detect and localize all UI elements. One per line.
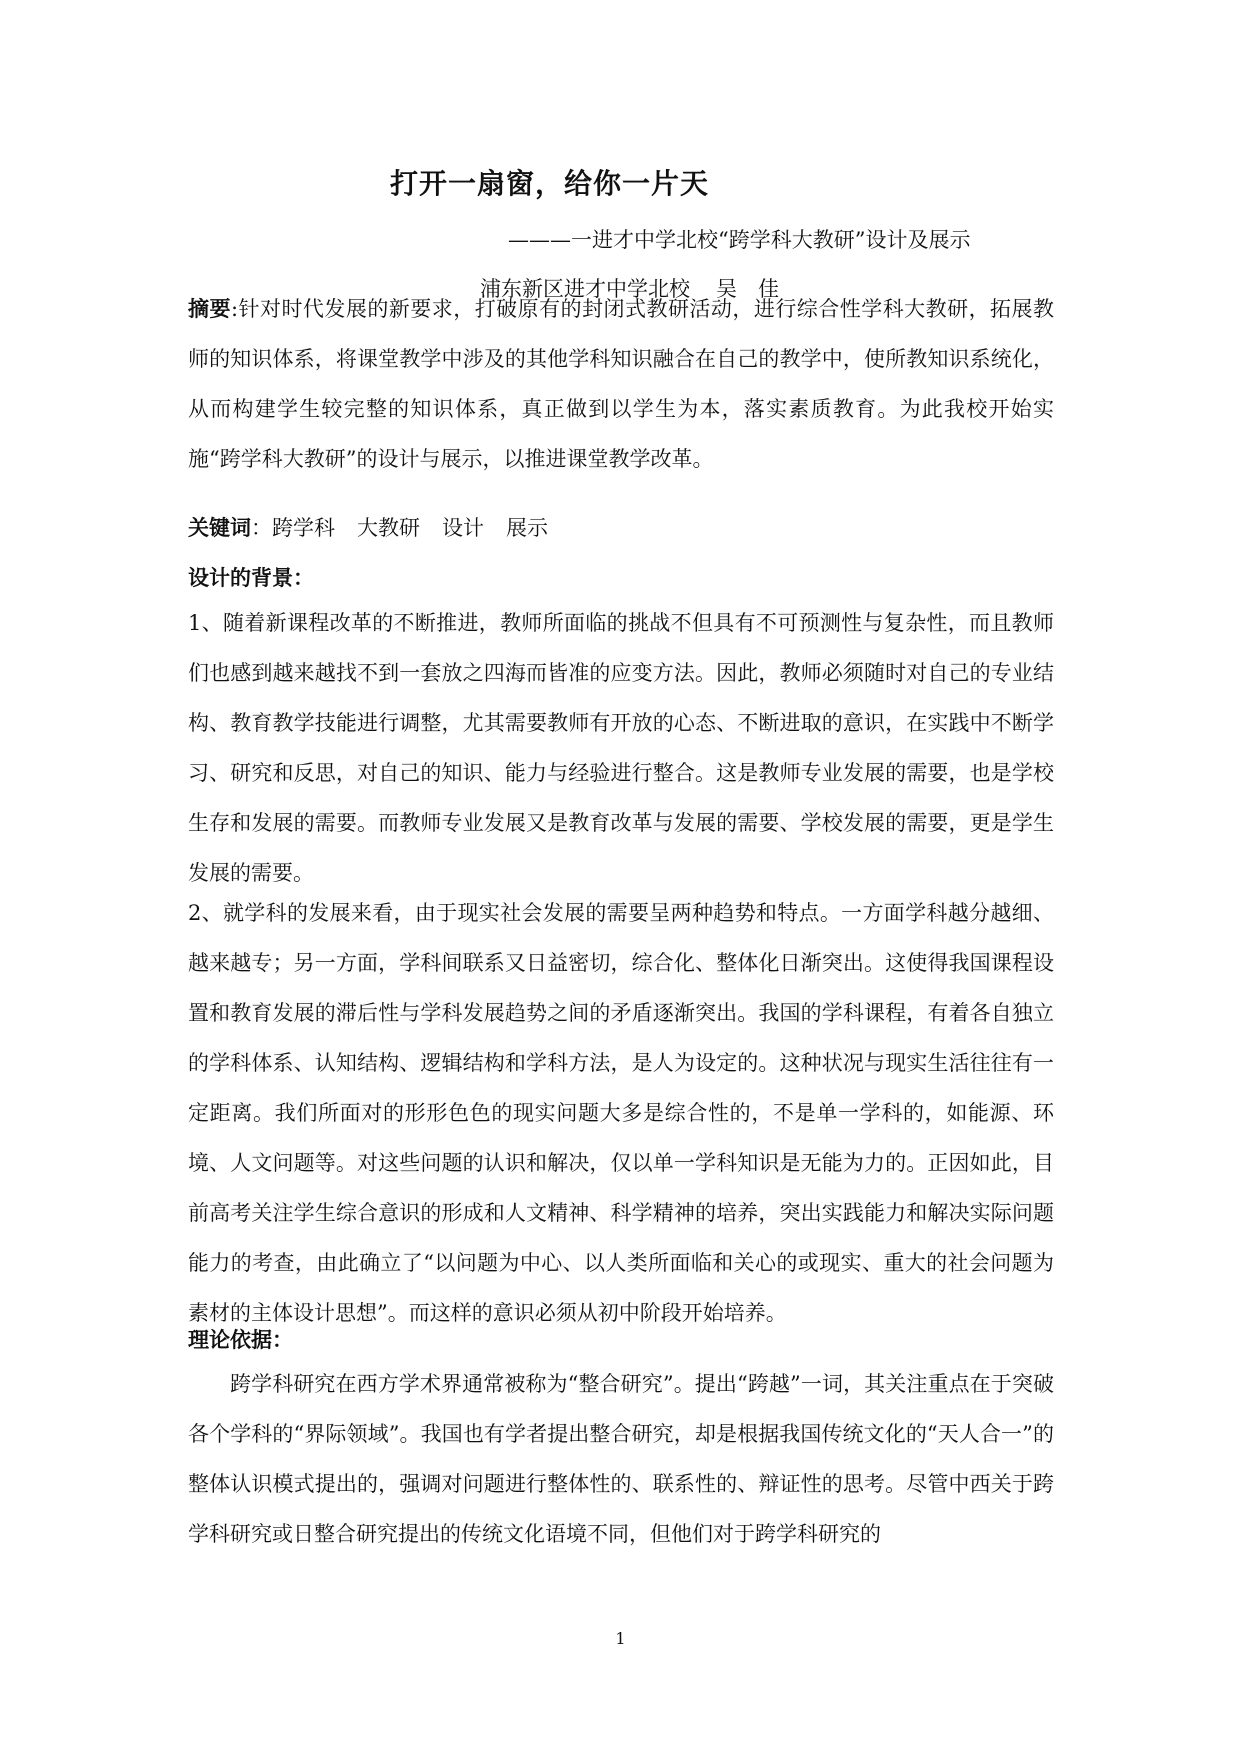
keywords-line <box>188 512 570 542</box>
abstract-text: :针对时代发展的新要求，打破原有的封闭式教研活动，进行综合性学科大教研，拓展教师的知识体系，将课堂教学中涉及的其他学科知识融合在自己的教学中，使所教知识系统化，从而构建学生较完整的知识体系，真正做到以学生为本，落实素质教育。为此我校开始实施“跨学科大教研”的设计与展示，以推进课堂教学改革。 <box>188 297 1055 471</box>
keyword: 设计 <box>442 516 484 540</box>
background-paragraph-1: 1、随着新课程改革的不断推进，教师所面临的挑战不但具有不可预测性与复杂性，而且教师们也感到越来越找不到一套放之四海而皆准的应变方法。因此，教师必须随时对自己的专业结构、教育教学技能进行调整，尤其需要教师有开放的心态、不断进取的意识，在实践中不断学习、研究和反思，对自己的知识、能力与经验进行整合。这是教师专业发展的需要，也是学校生存和发展的需要。而教师专业发展又是教育改革与发展的需要、学校发展的需要，更是学生发展的需要。 <box>188 611 1054 885</box>
abstract-label: 摘要 <box>188 296 231 321</box>
keyword: 展示 <box>506 516 548 540</box>
keyword: 跨学科 <box>272 516 335 540</box>
abstract-paragraph <box>188 284 1054 484</box>
theory-paragraph: 跨学科研究在西方学术界通常被称为“整合研究”。提出“跨越”一词，其关注重点在于突破各个学科的“界际领域”。我国也有学者提出整合研究，却是根据我国传统文化的“天人合一”的整体认识模式提出的，强调对问题进行整体性的、联系性的、辩证性的思考。尽管中西关于跨学科研究或日整合研究提出的传统文化语境不同，但他们对于跨学科研究的 <box>188 1372 1054 1546</box>
background-heading: 设计的背景： <box>188 565 314 590</box>
author-school: 浦东新区进才中学北校 <box>480 277 690 301</box>
page-number: 1 <box>615 1629 626 1648</box>
background-paragraph-2: 2、就学科的发展来看，由于现实社会发展的需要呈两种趋势和特点。一方面学科越分越细、越来越专；另一方面，学科间联系又日益密切，综合化、整体化日渐突出。这使得我国课程设置和教育发展的滞后性与学科发展趋势之间的矛盾逐渐突出。我国的学科课程，有着各自独立的学科体系、认知结构、逻辑结构和学科方法，是人为设定的。这种状况与现实生活往往有一定距离。我们所面对的形形色色的现实问题大多是综合性的，不是单一学科的，如能源、环境、人文问题等。对这些问题的认识和解决，仅以单一学科知识是无能为力的。正因如此，目前高考关注学生综合意识的形成和人文精神、科学精神的培养，突出实践能力和解决实际问题能力的考查，由此确立了“以问题为中心、以人类所面临和关心的或现实、重大的社会问题为素材的主体设计思想”。而这样的意识必须从初中阶段开始培养。 <box>188 901 1054 1325</box>
author-name: 吴 佳 <box>716 277 779 301</box>
theory-heading: 理论依据： <box>188 1327 293 1352</box>
keyword: 大教研 <box>357 516 420 540</box>
keywords-colon: ： <box>251 516 272 540</box>
document-subtitle: ———一进才中学北校“跨学科大教研”设计及展示 <box>508 228 971 252</box>
document-title: 打开一扇窗，给你一片天 <box>390 167 710 200</box>
keywords-label: 关键词 <box>188 515 251 540</box>
